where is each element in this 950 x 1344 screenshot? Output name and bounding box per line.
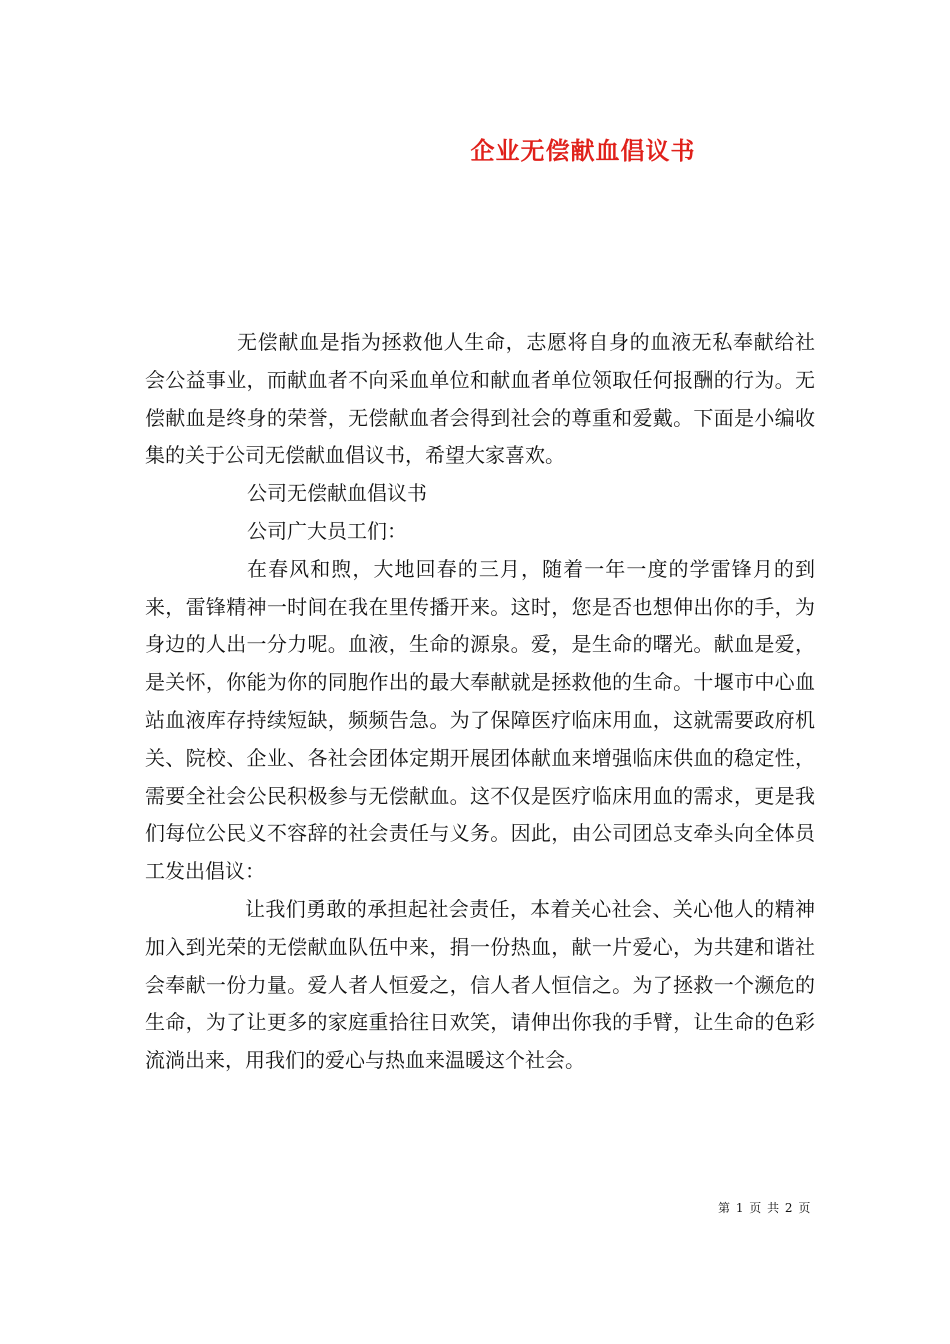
letter-paragraph: 在春风和煦，大地回春的三月，随着一年一度的学雷锋月的到来，雷锋精神一时间在我在里传播开来。这时，您是否也想伸出你的手，为身边的人出一分力呢。血液，生命的源泉。爱，是生命的曙光。献血是爱，是关怀，你能为你的同胞作出的最大奉献就是拯救他的生命。十堰市中心血站血液库存持续短缺，频频告急。为了保障医疗临床用血，这就需要政府机关、院校、企业、各社会团体定期开展团体献血来增强临床供血的稳定性，需要全社会公民积极参与无偿献血。这不仅是医疗临床用血的需求，更是我们每位公民义不容辞的社会责任与义务。因此，由公司团总支牵头向全体员工发出倡议： <box>145 556 815 884</box>
letter-heading: 公司无偿献血倡议书 <box>247 481 427 506</box>
letter-salutation: 公司广大员工们： <box>247 518 407 543</box>
document-title: 企业无偿献血倡议书 <box>470 136 696 165</box>
letter-paragraph: 让我们勇敢的承担起社会责任，本着关心社会、关心他人的精神加入到光荣的无偿献血队伍中来，捐一份热血，献一片爱心，为共建和谐社会奉献一份力量。爱人者人恒爱之，信人者人恒信之。为了拯救一个濒危的生命，为了让更多的家庭重拾往日欢笑，请伸出你我的手臂，让生命的色彩流淌出来，用我们的爱心与热血来温暖这个社会。 <box>145 896 815 1073</box>
intro-paragraph: 无偿献血是指为拯救他人生命，志愿将自身的血液无私奉献给社会公益事业，而献血者不向采血单位和献血者单位领取任何报酬的行为。无偿献血是终身的荣誉，无偿献血者会得到社会的尊重和爱戴。下面是小编收集的关于公司无偿献血倡议书，希望大家喜欢。 <box>145 330 815 468</box>
document-body <box>145 324 815 1080</box>
page-number: 第 1 页 共 2 页 <box>718 1201 812 1215</box>
